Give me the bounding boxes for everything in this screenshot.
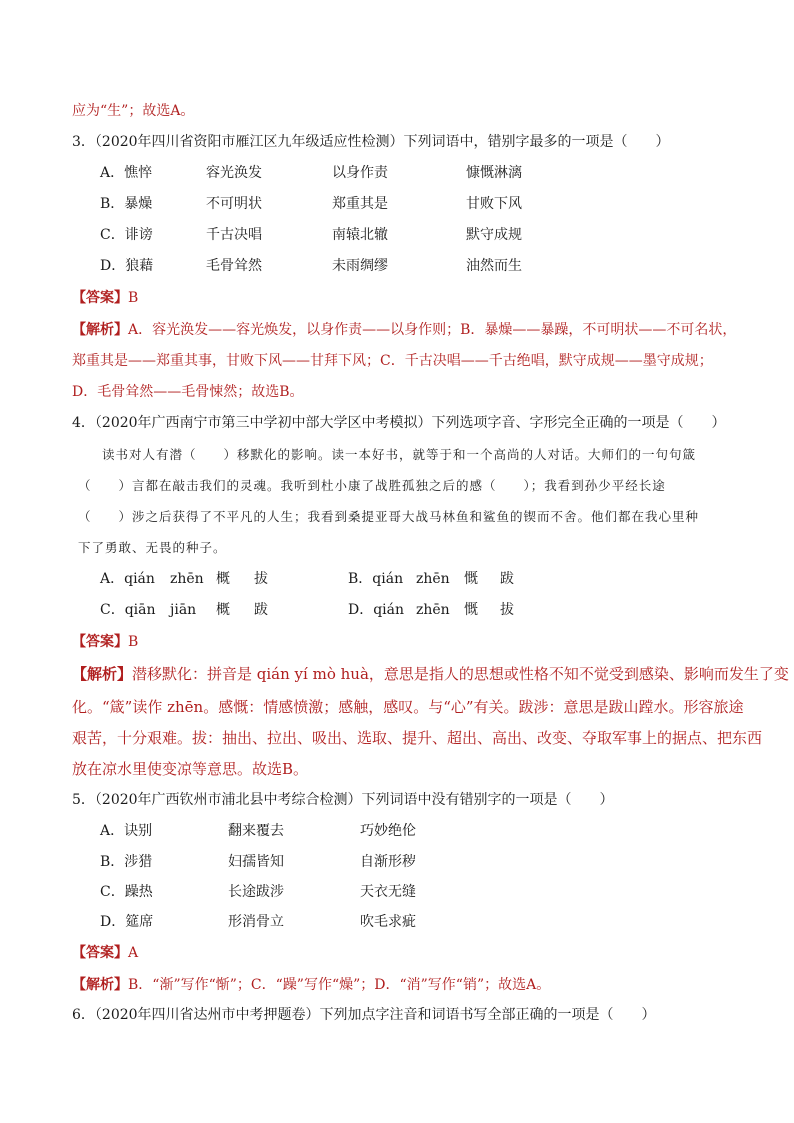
q3-stem: 3．（2020年四川省资阳市雁江区九年级适应性检测）下列词语中，错别字最多的一项是（ ） [72, 134, 670, 150]
q5-option-b-2: 妇孺皆知 [228, 854, 284, 870]
q3-option-c-2: 千古决唱 [206, 227, 262, 243]
q5-option-d-1: D．筵席 [100, 914, 154, 930]
q4-analysis-line-2: 化。“箴”读作 zhēn。感慨：情感愤激；感触，感叹。与“心”有关。跋涉：意思是跋山蹚水。形容旅途 [72, 698, 744, 716]
q3-option-c-1: C．诽谤 [100, 227, 153, 243]
answer-value: A [128, 945, 139, 961]
analysis-text: B．“渐”写作“惭”；C．“躁”写作“燥”；D．“消”写作“销”；故选A。 [128, 977, 551, 993]
q4-option-b-3: 慨 [464, 571, 478, 587]
q5-option-b-3: 自渐形秽 [360, 854, 416, 870]
answer-tag: 【答案】 [72, 634, 128, 650]
q4-option-b-4: 跋 [500, 571, 514, 587]
q4-analysis-line-3: 艰苦，十分艰难。拔：抽出、拉出、吸出、选取、提升、超出、高出、改变、夺取军事上的据点、把东西 [72, 729, 763, 747]
q3-option-c-4: 默守成规 [466, 227, 522, 243]
q4-option-d-4: 拔 [500, 602, 514, 618]
q4-option-a-2: zhēn [170, 571, 204, 587]
q4-analysis-line-4: 放在凉水里使变凉等意思。故选B。 [72, 760, 309, 778]
q3-option-a-4: 慷慨淋漓 [466, 165, 522, 181]
analysis-tag: 【解析】 [72, 665, 133, 683]
q3-analysis-line-3: D．毛骨耸然——毛骨悚然；故选B。 [72, 384, 304, 400]
q3-option-b-2: 不可明状 [206, 196, 262, 212]
q5-option-a-2: 翻来覆去 [228, 823, 284, 839]
q4-option-c-3: 概 [216, 602, 230, 618]
q3-option-d-4: 油然而生 [466, 258, 522, 274]
q4-option-a-1: A．qián [100, 571, 155, 587]
q4-option-b-1: B．qián [348, 571, 404, 587]
q5-option-d-3: 吹毛求疵 [360, 914, 416, 930]
q4-option-c-4: 跋 [254, 602, 268, 618]
q4-passage-line-3: （ ）涉之后获得了不平凡的人生；我看到桑提亚哥大战马林鱼和鲨鱼的锲而不舍。他们都在我心里种 [78, 509, 700, 524]
q5-analysis-line-1 [72, 975, 550, 995]
q3-analysis-line-2: 郑重其是——郑重其事，甘败下风——甘拜下风；C．千古决唱——千古绝唱，默守成规——墨守成规； [72, 353, 713, 369]
q3-option-d-3: 未雨绸缪 [332, 258, 388, 274]
q3-option-d-2: 毛骨耸然 [206, 258, 262, 274]
q4-option-d-2: zhēn [416, 602, 450, 618]
q4-option-c-1: C．qiān [100, 602, 156, 618]
analysis-tag: 【解析】 [72, 977, 128, 993]
q4-analysis-line-1 [72, 664, 789, 684]
answer-tag: 【答案】 [72, 945, 128, 961]
q5-option-d-2: 形消骨立 [228, 914, 284, 930]
q4-passage-line-1: 读书对人有潜（ ）移默化的影响。读一本好书，就等于和一个高尚的人对话。大师们的一句句箴 [102, 447, 697, 462]
q4-stem: 4．（2020年广西南宁市第三中学初中部大学区中考模拟）下列选项字音、字形完全正确的一项是（ ） [72, 415, 726, 431]
q5-option-a-1: A．诀别 [100, 823, 153, 839]
q6-stem: 6．（2020年四川省达州市中考押题卷）下列加点字注音和词语书写全部正确的一项是（ ） [72, 1007, 656, 1023]
analysis-text: A．容光涣发——容光焕发，以身作责——以身作则；B．暴燥——暴躁，不可明状——不可名状， [128, 322, 737, 338]
q4-option-a-3: 概 [216, 571, 230, 587]
q5-option-c-1: C．躁热 [100, 884, 153, 900]
q4-option-c-2: jiān [170, 602, 197, 618]
q4-answer [72, 632, 138, 652]
q4-option-b-2: zhēn [416, 571, 450, 587]
q3-answer [72, 288, 138, 308]
analysis-tag: 【解析】 [72, 322, 128, 338]
q3-option-b-4: 甘败下风 [466, 196, 522, 212]
answer-value: B [128, 290, 139, 306]
q4-passage-line-2: （ ）言都在敲击我们的灵魂。我听到杜小康了战胜孤独之后的感（ ）；我看到孙少平经长途 [78, 478, 666, 493]
q3-analysis-line-1 [72, 320, 736, 340]
answer-value: B [128, 634, 139, 650]
q3-option-b-1: B．暴燥 [100, 196, 153, 212]
q3-option-a-3: 以身作责 [332, 165, 388, 181]
q3-option-a-2: 容光涣发 [206, 165, 262, 181]
q5-option-b-1: B．涉猎 [100, 854, 153, 870]
q4-option-d-3: 慨 [464, 602, 478, 618]
q3-option-b-3: 郑重其是 [332, 196, 388, 212]
answer-tag: 【答案】 [72, 290, 128, 306]
previous-answer-tail: 应为“生”；故选A。 [72, 103, 195, 119]
q5-option-c-3: 天衣无缝 [360, 884, 416, 900]
q5-answer [72, 943, 138, 963]
q4-passage-line-4: 下了勇敢、无畏的种子。 [78, 540, 227, 555]
analysis-text: 潜移默化：拼音是 qián yí mò huà，意思是指人的思想或性格不知不觉受到感染、影响而发生了变 [132, 665, 789, 683]
q4-option-a-4: 拔 [254, 571, 268, 587]
q5-stem: 5．（2020年广西钦州市浦北县中考综合检测）下列词语中没有错别字的一项是（ ） [72, 792, 614, 808]
q5-option-a-3: 巧妙绝伦 [360, 823, 416, 839]
q3-option-d-1: D．狼藉 [100, 258, 154, 274]
q3-option-c-3: 南辕北辙 [332, 227, 388, 243]
q3-option-a-1: A．憔悴 [100, 165, 153, 181]
q4-option-d-1: D．qián [348, 602, 405, 618]
q5-option-c-2: 长途跋涉 [228, 884, 284, 900]
